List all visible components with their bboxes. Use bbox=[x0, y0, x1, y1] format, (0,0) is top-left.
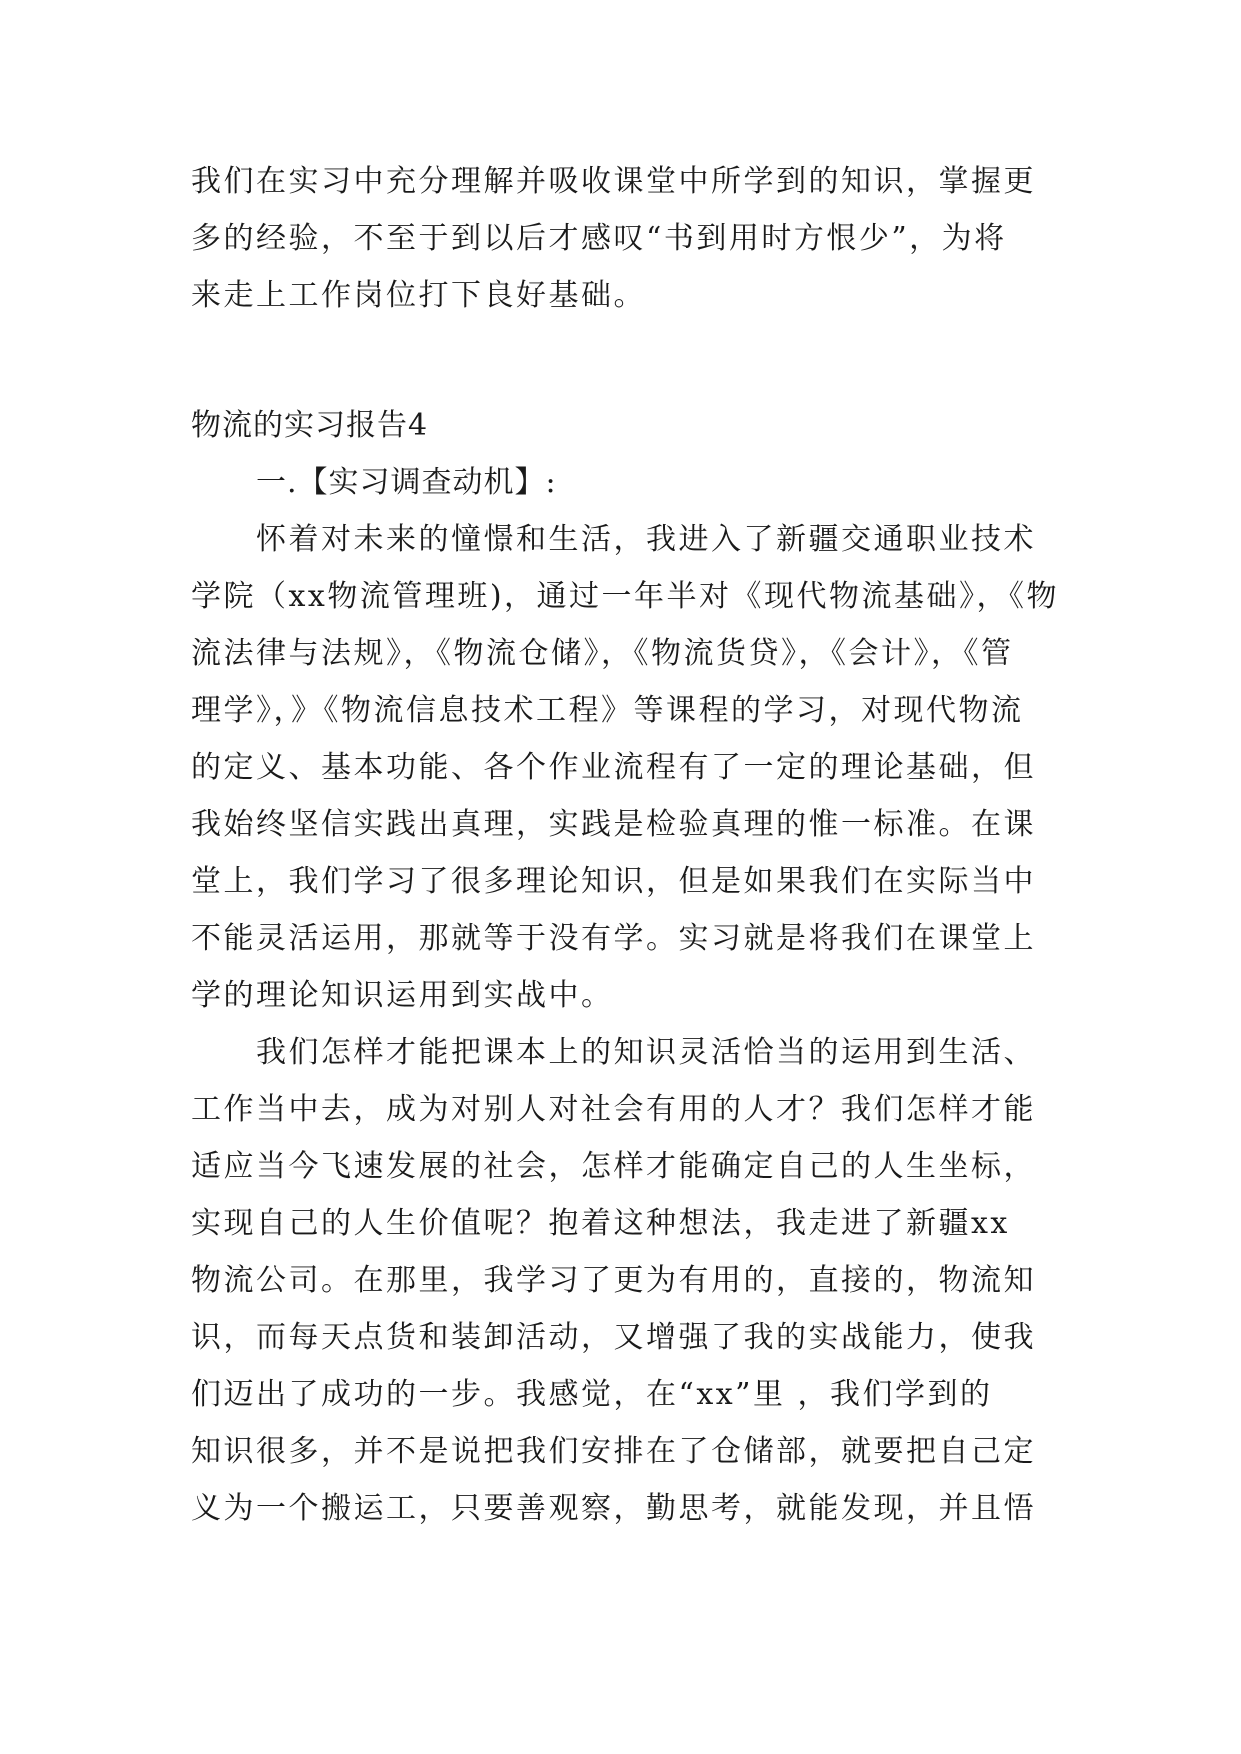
paragraph1-line-7: 堂上，我们学习了很多理论知识，但是如果我们在实际当中 bbox=[191, 864, 1036, 899]
paragraph1-line-1: 怀着对未来的憧憬和生活，我进入了新疆交通职业技术 bbox=[256, 522, 1036, 557]
paragraph2-line-8: 知识很多，并不是说把我们安排在了仓储部，就要把自己定 bbox=[191, 1434, 1036, 1469]
paragraph1-line-6: 我始终坚信实践出真理，实践是检验真理的惟一标准。在课 bbox=[191, 807, 1036, 842]
intro-line-1: 我们在实习中充分理解并吸收课堂中所学到的知识，掌握更 bbox=[191, 164, 1036, 199]
paragraph1-line-9: 学的理论知识运用到实战中。 bbox=[191, 978, 614, 1013]
paragraph2-line-7: 们迈出了成功的一步。我感觉，在“xx”里 ，我们学到的 bbox=[191, 1377, 993, 1412]
section-title: 物流的实习报告4 bbox=[191, 408, 429, 443]
paragraph2-line-4: 实现自己的人生价值呢？抱着这种想法，我走进了新疆xx bbox=[191, 1206, 1010, 1241]
paragraph2-line-5: 物流公司。在那里，我学习了更为有用的，直接的，物流知 bbox=[191, 1263, 1036, 1298]
paragraph1-line-4: 理学》，》《物流信息技术工程》等课程的学习，对现代物流 bbox=[191, 693, 1024, 728]
subsection-title: 一.【实习调查动机】: bbox=[256, 465, 557, 500]
intro-line-3: 来走上工作岗位打下良好基础。 bbox=[191, 278, 646, 313]
paragraph2-line-1: 我们怎样才能把课本上的知识灵活恰当的运用到生活、 bbox=[256, 1035, 1036, 1070]
paragraph1-line-3: 流法律与法规》，《物流仓储》，《物流货贷》，《会计》，《管 bbox=[191, 636, 1014, 671]
paragraph2-line-6: 识，而每天点货和装卸活动，又增强了我的实战能力，使我 bbox=[191, 1320, 1036, 1355]
intro-line-2: 多的经验，不至于到以后才感叹“书到用时方恨少”，为将 bbox=[191, 221, 1007, 256]
paragraph2-line-2: 工作当中去，成为对别人对社会有用的人才？我们怎样才能 bbox=[191, 1092, 1036, 1127]
paragraph1-line-5: 的定义、基本功能、各个作业流程有了一定的理论基础，但 bbox=[191, 750, 1036, 785]
paragraph2-line-9: 义为一个搬运工，只要善观察，勤思考，就能发现，并且悟 bbox=[191, 1491, 1036, 1526]
paragraph2-line-3: 适应当今飞速发展的社会，怎样才能确定自己的人生坐标， bbox=[191, 1149, 1036, 1184]
paragraph1-line-8: 不能灵活运用，那就等于没有学。实习就是将我们在课堂上 bbox=[191, 921, 1036, 956]
paragraph1-line-2: 学院（xx物流管理班)，通过一年半对《现代物流基础》，《物 bbox=[191, 579, 1060, 614]
